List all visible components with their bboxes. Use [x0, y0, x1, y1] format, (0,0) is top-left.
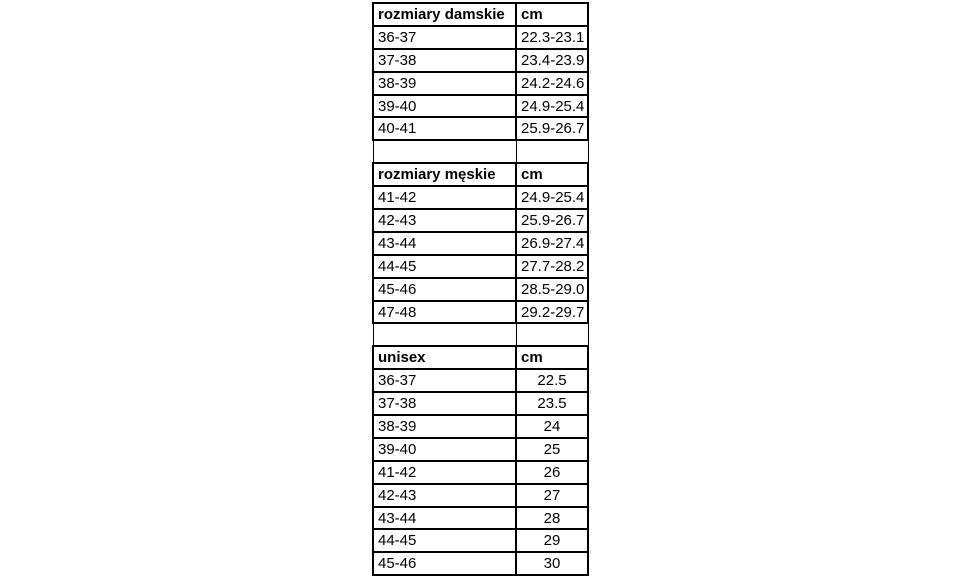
- cm-cell: 23.4-23.9: [516, 49, 588, 72]
- cm-cell: 29.2-29.7: [516, 301, 588, 324]
- cm-cell: 24.9-25.4: [516, 95, 588, 118]
- cm-cell: 25: [516, 438, 588, 461]
- size-cell: 37-38: [373, 392, 516, 415]
- table-row: [373, 72, 588, 95]
- cm-cell: 26: [516, 461, 588, 484]
- table-unisex-title: unisex: [373, 346, 516, 369]
- table-meskie-header-row: [373, 163, 588, 186]
- cm-cell: 24.9-25.4: [516, 186, 588, 209]
- size-cell: 38-39: [373, 415, 516, 438]
- cm-cell: 27: [516, 484, 588, 507]
- table-row: [373, 415, 588, 438]
- table-row: [373, 392, 588, 415]
- table-row: [373, 95, 588, 118]
- table-row: [373, 117, 588, 140]
- cm-cell: 30: [516, 552, 588, 575]
- table-row: [373, 507, 588, 530]
- size-cell: 44-45: [373, 255, 516, 278]
- cm-cell: 22.3-23.1: [516, 26, 588, 49]
- cm-cell: 24: [516, 415, 588, 438]
- table-row: [373, 26, 588, 49]
- table-damskie-header-row: [373, 3, 588, 26]
- table-row: [373, 49, 588, 72]
- size-cell: 39-40: [373, 438, 516, 461]
- table-row: [373, 301, 588, 324]
- size-cell: 40-41: [373, 117, 516, 140]
- cm-cell: 27.7-28.2: [516, 255, 588, 278]
- table-row: [373, 255, 588, 278]
- cm-cell: 23.5: [516, 392, 588, 415]
- table-row: [373, 209, 588, 232]
- table-damskie-title: rozmiary damskie: [373, 3, 516, 26]
- table-row: [373, 278, 588, 301]
- size-cell: 36-37: [373, 26, 516, 49]
- table-meskie-title: rozmiary męskie: [373, 163, 516, 186]
- table-row: [373, 461, 588, 484]
- size-cell: 45-46: [373, 278, 516, 301]
- size-cell: 41-42: [373, 186, 516, 209]
- spacer-row: [373, 140, 588, 163]
- table-row: [373, 484, 588, 507]
- size-cell: 41-42: [373, 461, 516, 484]
- size-cell: 42-43: [373, 484, 516, 507]
- spacer-cell: [516, 140, 588, 163]
- size-cell: 43-44: [373, 507, 516, 530]
- size-cell: 44-45: [373, 529, 516, 552]
- size-cell: 36-37: [373, 369, 516, 392]
- cm-cell: 26.9-27.4: [516, 232, 588, 255]
- table-unisex-header-row: [373, 346, 588, 369]
- table-damskie-unit: cm: [516, 3, 588, 26]
- size-cell: 47-48: [373, 301, 516, 324]
- table-row: [373, 232, 588, 255]
- spacer-cell: [373, 140, 516, 163]
- cm-cell: 28.5-29.0: [516, 278, 588, 301]
- cm-cell: 24.2-24.6: [516, 72, 588, 95]
- cm-cell: 29: [516, 529, 588, 552]
- cm-cell: 22.5: [516, 369, 588, 392]
- table-meskie-unit: cm: [516, 163, 588, 186]
- table-row: [373, 369, 588, 392]
- spacer-cell: [516, 323, 588, 346]
- cm-cell: 25.9-26.7: [516, 117, 588, 140]
- size-cell: 38-39: [373, 72, 516, 95]
- size-cell: 42-43: [373, 209, 516, 232]
- size-cell: 45-46: [373, 552, 516, 575]
- size-cell: 43-44: [373, 232, 516, 255]
- cm-cell: 28: [516, 507, 588, 530]
- table-row: [373, 552, 588, 575]
- table-row: [373, 186, 588, 209]
- table-unisex-unit: cm: [516, 346, 588, 369]
- size-tables-grid: [372, 2, 589, 576]
- size-cell: 39-40: [373, 95, 516, 118]
- size-cell: 37-38: [373, 49, 516, 72]
- table-row: [373, 438, 588, 461]
- cm-cell: 25.9-26.7: [516, 209, 588, 232]
- spacer-cell: [373, 323, 516, 346]
- size-chart: [372, 2, 589, 576]
- spacer-row: [373, 323, 588, 346]
- table-row: [373, 529, 588, 552]
